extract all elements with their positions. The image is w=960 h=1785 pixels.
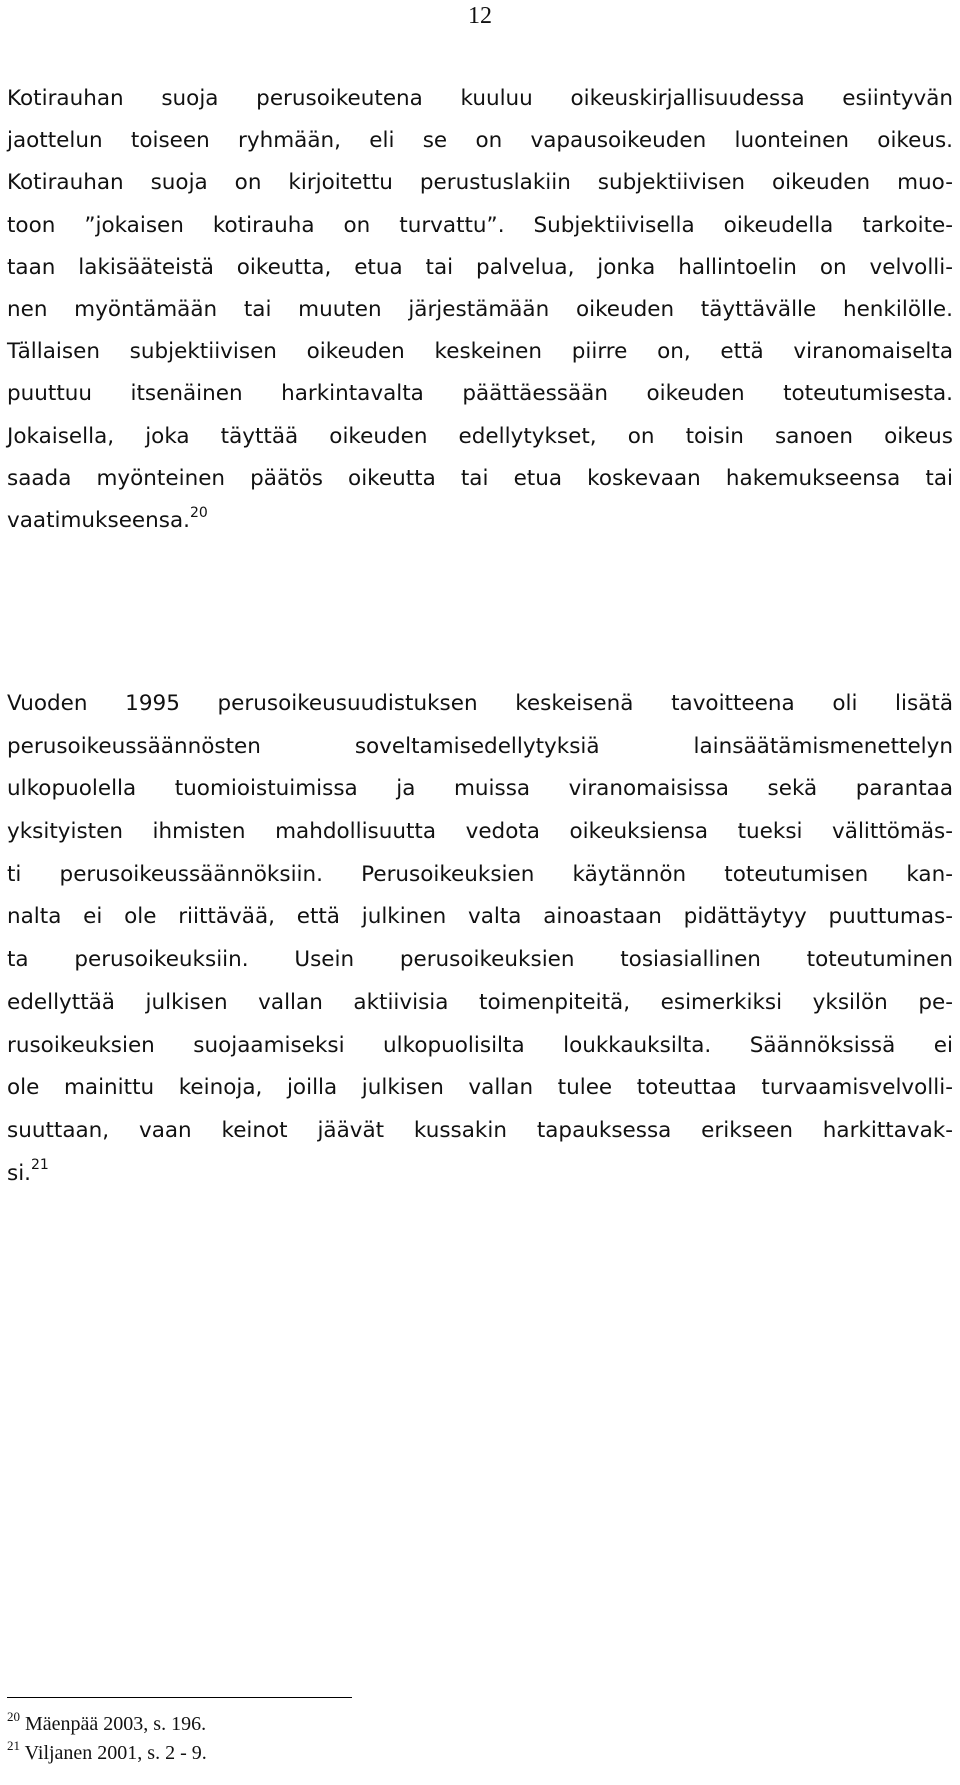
paragraph-1	[7, 78, 953, 542]
text-line: Jokaisella, joka täyttää oikeuden edellytykset, on toisin sanoen oikeus	[7, 423, 953, 449]
footnote-21	[7, 1739, 607, 1768]
text-line: ti perusoikeussäännöksiin. Perusoikeuksien käytännön toteutumisen kan-	[7, 861, 953, 887]
footnote-number: 21	[7, 1738, 20, 1754]
text-line: edellyttää julkisen vallan aktiivisia toimenpiteitä, esimerkiksi yksilön pe-	[7, 989, 953, 1015]
text-line: rusoikeuksien suojaamiseksi ulkopuolisilta loukkauksilta. Säännöksissä ei	[7, 1032, 953, 1058]
text-line: puuttuu itsenäinen harkintavalta päättäessään oikeuden toteutumisesta.	[7, 381, 953, 407]
footnote-text: Viljanen 2001, s. 2 - 9.	[24, 1742, 207, 1764]
footnote-20	[7, 1710, 607, 1739]
footnote-ref-21[interactable]: 21	[31, 1157, 49, 1174]
text-line: saada myönteinen päätös oikeutta tai etua koskevaan hakemukseensa tai	[7, 465, 953, 491]
footnote-text: Mäenpää 2003, s. 196.	[25, 1713, 207, 1735]
text-line-last	[7, 1153, 953, 1196]
footnotes	[7, 1710, 607, 1768]
footnote-ref-20[interactable]: 20	[190, 504, 208, 521]
text-line: ulkopuolella tuomioistuimissa ja muissa viranomaisissa sekä parantaa	[7, 776, 953, 802]
text-line-last	[7, 500, 953, 542]
text-line: ole mainittu keinoja, joilla julkisen vallan tulee toteuttaa turvaamisvelvolli-	[7, 1075, 953, 1101]
paragraph-2	[7, 683, 953, 1195]
text-line: Kotirauhan suoja on kirjoitettu perustuslakiin subjektiivisen oikeuden muo-	[7, 170, 953, 196]
text-line-last-text: vaatimukseensa.	[7, 507, 190, 533]
page-number: 12	[468, 3, 492, 29]
text-line: yksityisten ihmisten mahdollisuutta vedota oikeuksiensa tueksi välittömäs-	[7, 819, 953, 845]
footnote-separator	[7, 1697, 352, 1698]
text-line: Kotirauhan suoja perusoikeutena kuuluu oikeuskirjallisuudessa esiintyvän	[7, 86, 953, 111]
text-line: suuttaan, vaan keinot jäävät kussakin tapauksessa erikseen harkittavak-	[7, 1117, 953, 1143]
text-line: nalta ei ole riittävää, että julkinen valta ainoastaan pidättäytyy puuttumas-	[7, 904, 953, 930]
text-line: toon ”jokaisen kotirauha on turvattu”. Subjektiivisella oikeudella tarkoite-	[7, 212, 953, 238]
text-line-last-text: si.	[7, 1160, 32, 1186]
text-line: Vuoden 1995 perusoikeusuudistuksen keskeisenä tavoitteena oli lisätä	[7, 691, 953, 716]
text-line: nen myöntämään tai muuten järjestämään oikeuden täyttävälle henkilölle.	[7, 296, 953, 322]
text-line: perusoikeussäännösten soveltamisedellytyksiä lainsäätämismenettelyn	[7, 733, 953, 759]
text-line: taan lakisääteistä oikeutta, etua tai palvelua, jonka hallintoelin on velvolli-	[7, 254, 953, 280]
text-line: jaottelun toiseen ryhmään, eli se on vapausoikeuden luonteinen oikeus.	[7, 128, 953, 154]
text-line: Tällaisen subjektiivisen oikeuden keskeinen piirre on, että viranomaiselta	[7, 339, 953, 365]
text-line: ta perusoikeuksiin. Usein perusoikeuksien tosiasiallinen toteutuminen	[7, 947, 953, 973]
footnote-number: 20	[7, 1709, 20, 1725]
